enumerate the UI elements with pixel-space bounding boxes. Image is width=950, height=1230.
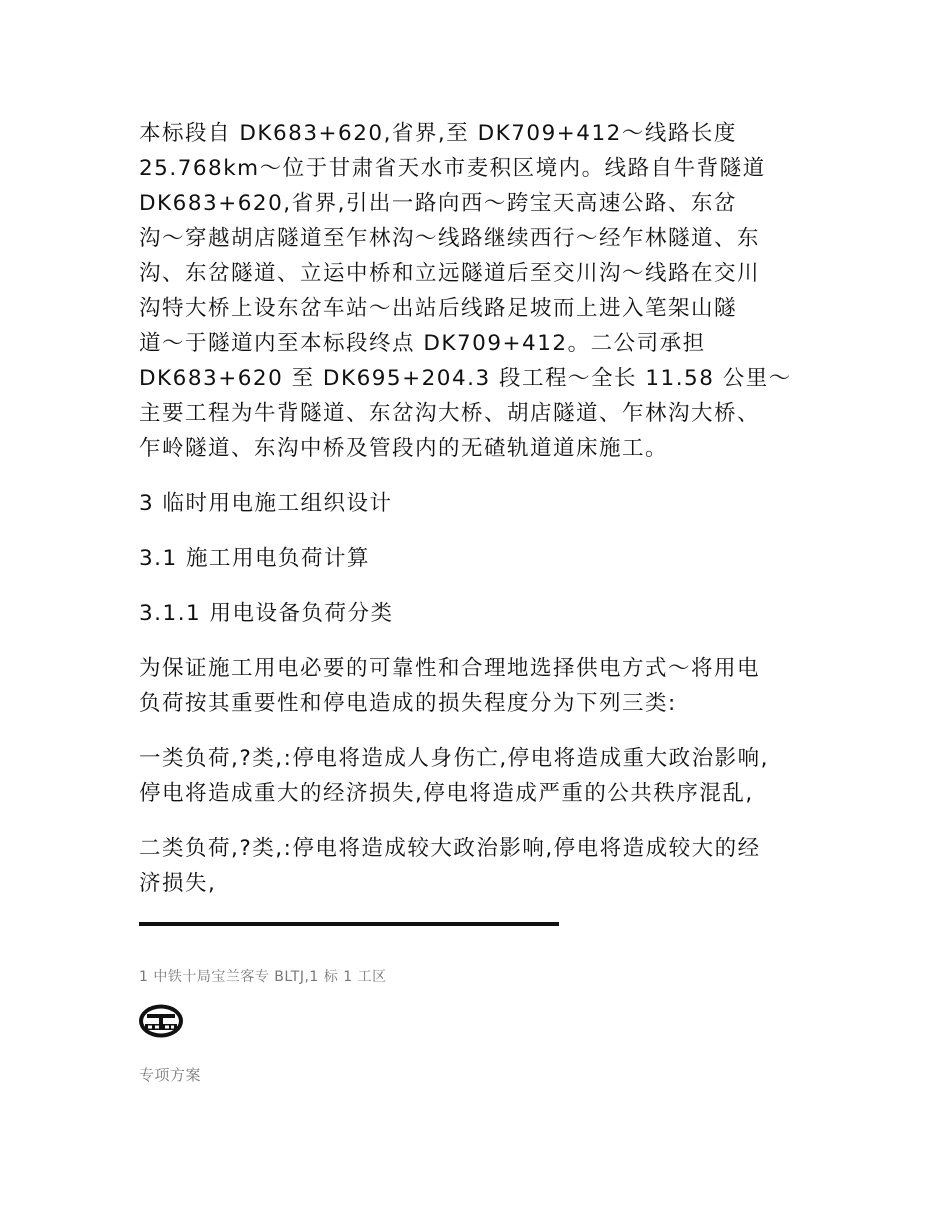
text-line: 沟特大桥上设东岔车站～出站后线路足坡而上进入笔架山隧 bbox=[139, 296, 738, 321]
text-line: 25.768km～位于甘肃省天水市麦积区境内。线路自牛背隧道 bbox=[139, 156, 766, 181]
text-line: DK683+620,省界,引出一路向西～跨宝天高速公路、东岔 bbox=[139, 191, 737, 216]
text-line: 一类负荷,?类,:停电将造成人身伤亡,停电将造成重大政治影响, bbox=[139, 746, 769, 771]
text-line: 为保证施工用电必要的可靠性和合理地选择供电方式～将用电 bbox=[139, 656, 761, 681]
classification-paragraph bbox=[139, 651, 811, 721]
section-heading-3: 3 临时用电施工组织设计 bbox=[139, 491, 393, 516]
text-line: DK683+620 至 DK695+204.3 段工程～全长 11.58 公里～ bbox=[139, 366, 792, 391]
text-line: 停电将造成重大的经济损失,停电将造成严重的公共秩序混乱, bbox=[139, 781, 754, 806]
document-type-caption: 专项方案 bbox=[139, 1066, 202, 1084]
text-line: 沟、东岔隧道、立运中桥和立远隧道后至交川沟～线路在交川 bbox=[139, 261, 761, 286]
text-line: 主要工程为牛背隧道、东岔沟大桥、胡店隧道、乍林沟大桥、 bbox=[139, 401, 761, 426]
text-line: 济损失, bbox=[139, 871, 217, 896]
text-line: 乍岭隧道、东沟中桥及管段内的无碴轨道道床施工。 bbox=[139, 436, 669, 461]
text-line: 二类负荷,?类,:停电将造成较大政治影响,停电将造成较大的经 bbox=[139, 836, 761, 861]
intro-paragraph bbox=[139, 116, 811, 466]
footnote: 1 中铁十局宝兰客专 BLTJ,1 标 1 工区 bbox=[139, 969, 387, 985]
text-line: 负荷按其重要性和停电造成的损失程度分为下列三类: bbox=[139, 691, 677, 716]
text-line: 本标段自 DK683+620,省界,至 DK709+412～线路长度 bbox=[139, 121, 737, 146]
class-one-load-paragraph bbox=[139, 741, 811, 811]
company-logo-icon bbox=[138, 1003, 184, 1039]
section-heading-3-1: 3.1 施工用电负荷计算 bbox=[139, 546, 371, 571]
section-heading-3-1-1: 3.1.1 用电设备负荷分类 bbox=[139, 601, 394, 626]
document-body bbox=[139, 116, 811, 901]
text-line: 道～于隧道内至本标段终点 DK709+412。二公司承担 bbox=[139, 331, 706, 356]
class-two-load-paragraph bbox=[139, 831, 811, 901]
text-line: 沟～穿越胡店隧道至乍林沟～线路继续西行～经乍林隧道、东 bbox=[139, 226, 761, 251]
footnote-divider bbox=[139, 922, 559, 926]
